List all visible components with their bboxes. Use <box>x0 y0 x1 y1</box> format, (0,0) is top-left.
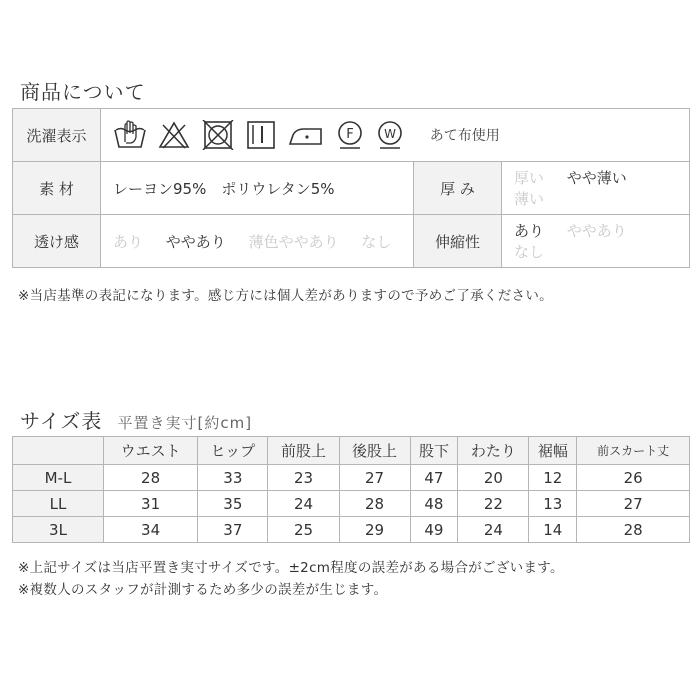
size-cell: 27 <box>339 465 410 491</box>
care-icons <box>113 120 405 150</box>
size-header-cell: 後股上 <box>339 437 410 465</box>
sheer-option: ややあり <box>165 232 226 251</box>
size-cell: 35 <box>198 491 268 517</box>
thickness-option: 厚い <box>514 169 545 187</box>
stretch-options <box>502 215 690 268</box>
size-cell: 22 <box>458 491 529 517</box>
size-heading <box>20 405 252 434</box>
size-cell: 31 <box>104 491 198 517</box>
size-title: サイズ表 <box>20 409 103 433</box>
no-bleach-icon <box>157 120 191 150</box>
size-cell: 25 <box>268 517 339 543</box>
stretch-option: ややあり <box>566 222 627 240</box>
wet-clean-w-icon <box>375 120 405 150</box>
product-title: 商品について <box>20 80 146 104</box>
size-cell: 47 <box>410 465 458 491</box>
material-row <box>13 162 690 215</box>
sheer-option: 薄色ややあり <box>248 232 339 251</box>
size-cell: 14 <box>529 517 577 543</box>
size-cell: 28 <box>577 517 690 543</box>
sheer-row <box>13 215 690 268</box>
size-note-2: ※複数人のスタッフが計測するため多少の誤差が生じます。 <box>18 582 388 598</box>
wash-icons-cell <box>101 109 690 162</box>
size-cell: 34 <box>104 517 198 543</box>
size-cell: 23 <box>268 465 339 491</box>
stretch-option: あり <box>514 222 545 240</box>
size-cell: 12 <box>529 465 577 491</box>
thickness-option: やや薄い <box>566 169 627 187</box>
wet-clean-letter: W <box>384 127 396 141</box>
size-cell: 49 <box>410 517 458 543</box>
wash-label: 洗濯表示 <box>13 109 101 162</box>
size-table-header <box>13 437 690 465</box>
size-header-cell: 股下 <box>410 437 458 465</box>
size-cell: 33 <box>198 465 268 491</box>
sheer-option: あり <box>113 232 144 251</box>
size-row <box>13 517 690 543</box>
wash-row <box>13 109 690 162</box>
size-cell: 48 <box>410 491 458 517</box>
size-note-1: ※上記サイズは当店平置き実寸サイズです。±2cm程度の誤差がある場合がございます。 <box>18 560 564 576</box>
size-cell: 27 <box>577 491 690 517</box>
size-header-cell <box>13 437 104 465</box>
dry-clean-letter: F <box>346 127 354 142</box>
size-cell: 29 <box>339 517 410 543</box>
size-cell: 20 <box>458 465 529 491</box>
size-header-cell: ウエスト <box>104 437 198 465</box>
size-cell: 24 <box>268 491 339 517</box>
stretch-label: 伸縮性 <box>414 215 502 268</box>
size-header-cell: 前股上 <box>268 437 339 465</box>
size-cell: 28 <box>339 491 410 517</box>
size-cell: 26 <box>577 465 690 491</box>
wash-note: あて布使用 <box>429 128 500 144</box>
size-cell: 13 <box>529 491 577 517</box>
product-note: ※当店基準の表記になります。感じ方には個人差がありますので予めご了承ください。 <box>18 288 553 304</box>
sheer-option: なし <box>361 232 392 251</box>
size-table <box>12 436 690 543</box>
size-cell: 24 <box>458 517 529 543</box>
no-tumble-dry-icon <box>201 120 235 150</box>
size-header-cell: 前スカート丈 <box>577 437 690 465</box>
size-header-cell: わたり <box>458 437 529 465</box>
sheer-label: 透け感 <box>13 215 101 268</box>
iron-low-icon <box>287 120 325 150</box>
sheer-options <box>101 215 414 268</box>
material-label: 素 材 <box>13 162 101 215</box>
stretch-option: なし <box>514 243 545 261</box>
material-value: レーヨン95% ポリウレタン5% <box>101 162 414 215</box>
size-subtitle: 平置き実寸[約cm] <box>117 414 253 432</box>
size-row <box>13 465 690 491</box>
thickness-options <box>502 162 690 215</box>
size-row <box>13 491 690 517</box>
size-cell: 28 <box>104 465 198 491</box>
size-header-cell: ヒップ <box>198 437 268 465</box>
size-row-label: LL <box>13 491 104 517</box>
thickness-option: 薄い <box>514 190 545 208</box>
product-spec-table <box>12 108 690 268</box>
size-header-cell: 裾幅 <box>529 437 577 465</box>
size-row-label: 3L <box>13 517 104 543</box>
size-cell: 37 <box>198 517 268 543</box>
size-row-label: M-L <box>13 465 104 491</box>
thickness-label: 厚 み <box>414 162 502 215</box>
hand-wash-icon <box>113 120 147 150</box>
drip-dry-icon <box>245 120 277 150</box>
dry-clean-f-icon <box>335 120 365 150</box>
